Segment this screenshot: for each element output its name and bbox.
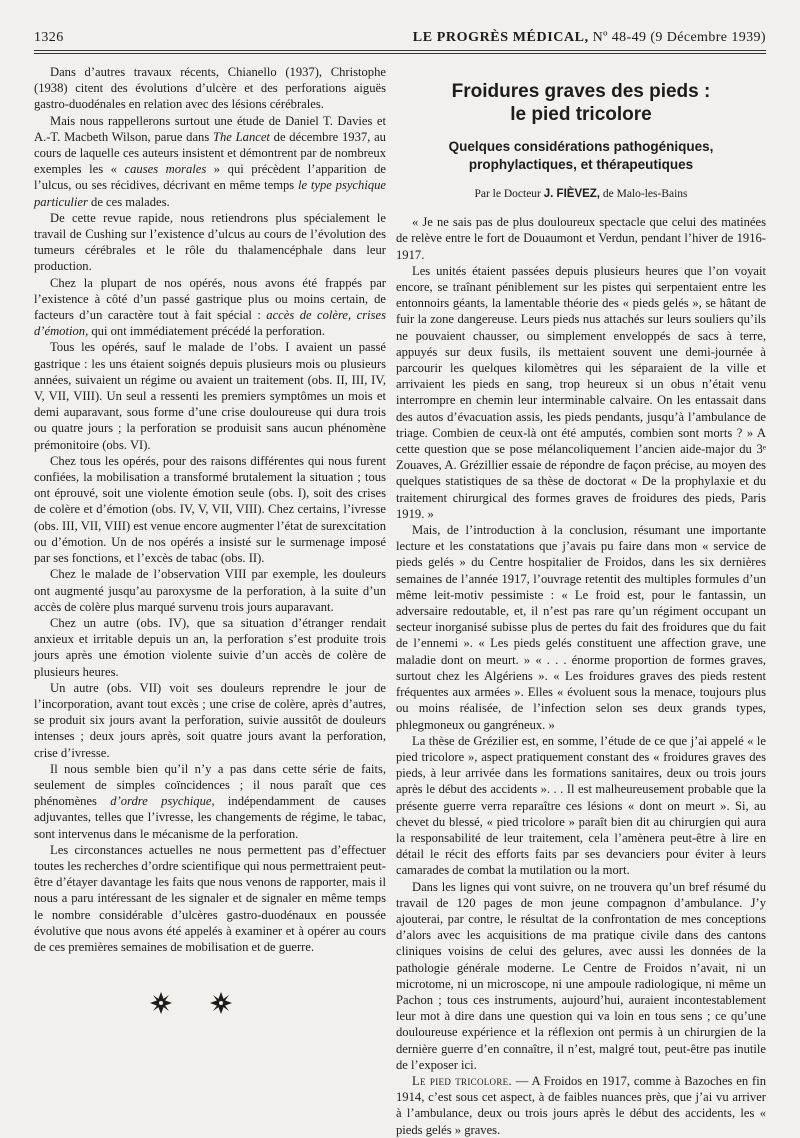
left-paragraph-6: Chez tous les opérés, pour des raisons différentes qui nous furent confiées, la mobilisation a transformé brutalement la situation ; tous ont éprouvé, soit une violente émotion seule (obs. I), soit des crises de colère et d’émotion (obs. IV, V, VII, VIII). Chez certains, l’ivresse (obs. III, VII, VIII) est venue encore augmenter l’état de surexcitation ou d’émotion. Un de nos opérés a insisté sur le surmenage imposé par ses fonctions, et l’excès de tabac (obs. II). [34, 453, 386, 566]
issue-date: (9 Décembre 1939) [650, 30, 766, 45]
header-rule-double [34, 53, 766, 54]
right-paragraph-1: « Je ne sais pas de plus douloureux spectacle que celui des matinées de relève entre le fort de Douaumont et Verdun, pendant l’hiver de 1916-1917. [396, 215, 766, 262]
right-column [396, 64, 766, 1138]
left-paragraph-3: De cette revue rapide, nous retiendrons plus spécialement le travail de Cushing sur l’existence d’ulcus au cours de l’évolution des tumeurs cérébrales et le rôle du thalamencéphale dans leur production. [34, 210, 386, 274]
acces-colere: accès de colère, crises d’émotion [34, 308, 386, 339]
ordre-psychique: d’ordre psychique [110, 794, 212, 809]
section-heading: Le pied tricolore. [412, 1073, 512, 1088]
type-psychique: le type psychique particulier [34, 178, 386, 209]
left-paragraph-2: Mais nous rappellerons surtout une étude de Daniel T. Davies et A.-T. Macbeth Wilson, parue dans The Lancet de décembre 1937, au cours de laquelle ces auteurs insistent et démontrent par de nombreux exemples les « causes morales » qui précèdent l’apparition de l’ulcus, ou ses récidives, décrivant en même temps le type psychique particulier de ces malades. [34, 113, 386, 209]
left-paragraph-11: Les circonstances actuelles ne nous permettent pas d’effectuer toutes les recherches d’ordre scientifique qui nous permettraient peut-être d’étayer davantage les faits que nous venons de rapporter, mais il nous a paru intéressant de les signaler et de signaler en même temps le nombre considérable d’ulcères gastro-duodénaux en poussée évolutive que nous avons été appelés à examiner et à opérer au cours de ces premières semaines de mobilisation et de guerre. [34, 842, 386, 954]
right-paragraph-5: Dans les lignes qui vont suivre, on ne trouvera qu’un bref résumé du travail de 120 pages de mon jeune compagnon d’ambulance. J’y ajouterai, par contre, le résultat de la confrontation de mes conceptions d’alors avec les acquisitions de ma pratique civile dans des cantons cliniques voisins de celui des gelures, avec aussi les données de la pathologie générale moderne. Le Centre de Froidos n’avait, ni un microtome, ni un microscope, ni une ampoule radiologique, ni même un Pachon ; tous ces instruments, aujourd’hui, auraient incontestablement leur mot à dire dans une question qui va loin en tous sens ; ce qu’une douloureuse expérience et la réflexion ont permis à un chirurgien de la dernière guerre d’en connaître, il n’est, malgré tout, peut-être pas inutile de l’exposer ici. [396, 879, 766, 1072]
author-name: J. FIÈVEZ, [543, 188, 601, 200]
left-paragraph-9: Un autre (obs. VII) voit ses douleurs reprendre le jour de l’incorporation, avant tout excès ; une crise de colère, après d’autres, se produit six jours avant la perforation, suivie aussitôt de douleurs intenses ; deux jours après, soit quatre jours avant la perforation, crise d’ivresse. [34, 680, 386, 760]
issue-number: Nº 48-49 [592, 30, 647, 45]
page-number: 1326 [34, 30, 64, 45]
running-header [34, 30, 766, 50]
end-ornaments [148, 990, 234, 1016]
left-paragraph-4: Chez la plupart de nos opérés, nous avons été frappés par l’existence à côté d’un passé gastrique plus ou moins certain, de facteurs d’un caractère tout à fait spécial : accès de colère, crises d’émotion, qui ont immédiatement précédé la perforation. [34, 275, 386, 339]
lancet-title: The Lancet [213, 129, 270, 144]
article-byline: Par le Docteur J. FIÈVEZ, de Malo-les-Bains [474, 188, 688, 200]
right-paragraph-2: Les unités étaient passées depuis plusieurs heures que l’on voyait encore, se traînant péniblement sur les pistes qui serpentaient entre les entonnoirs géants, la lamentable théorie des « pieds gelés », se hâtant de fuir la zone dangereuse. Leurs pieds nus attachés sur leurs souliers qu’ils ne pouvaient chausser, ou simplement enveloppés de sacs à terre, appuyés sur deux fusils, ils mettaient souvent une demi-journée à parcourir les quelques kilomètres qui les séparaient de la ville et arrivaient les pieds en sang, trop heureux si un obus n’était venu interrompre en chemin leur interminable calvaire. On les entassait dans des autos d’évacuation assis, les pieds pendants, jusqu’à l’ambulance de triage. Combien de ceux-là ont été amputés, combien sont morts ? » A cette question que se pose mélancoliquement l’ancien aide-major du 3ᵉ Zouaves, A. Grézillier essaie de répondre de façon précise, au moyen des quelques statistiques de sa thèse de doctorat « De la prophylaxie et du traitement chirurgical des formes graves de froidures des pieds, Paris 1919. » [396, 263, 766, 521]
right-paragraph-4: La thèse de Grézilier est, en somme, l’étude de ce que j’ai appelé « le pied tricolore », aspect pratiquement constant des « froidures graves des pieds, à leur arrivée dans les formations sanitaires, deux ou trois jours après le début des accidents ». . . Il est malheureusement probable que la présente guerre verra reparaître ces lésions « dont on meurt ». Si, au chevet du blessé, « pied tricolore » paraît bien dit au chirurgien qui aura la responsabilité de leur traitement, cela l’amènera peut-être à lire en détail le récit des efforts faits par ses devanciers pour éviter à leurs camarades de combat la mutilation ou la mort. [396, 733, 766, 878]
article-subtitle: Quelques considérations pathogéniques, prophylactiques, et thérapeutiques [448, 139, 714, 172]
causes-morales: causes morales [124, 162, 207, 177]
article-title: Froidures graves des pieds : le pied tricolore [451, 81, 711, 125]
left-column [34, 64, 386, 955]
left-paragraph-8: Chez un autre (obs. IV), que sa situation d’étranger rendait anxieux et irritable depuis un an, la perforation s’est produite trois jours après une émotion violente suivie d’un accès de colère de plusieurs heures. [34, 615, 386, 679]
header-title [413, 30, 766, 46]
fleuron-icon [148, 990, 174, 1016]
right-paragraph-6: Le pied tricolore. — A Froidos en 1917, comme à Bazoches en fin 1914, c’est sous cet aspect, à de faibles nuances près, que j’ai vu arriver à l’ambulance, deux ou trois jours après le début des accidents, les « pieds gelés » graves. [396, 1073, 766, 1137]
left-paragraph-7: Chez le malade de l’observation VIII par exemple, les douleurs ont augmenté jusqu’au paroxysme de la perforation, à la suite d’un accès de colère plus marqué survenu trois jours auparavant. [34, 567, 386, 614]
left-paragraph-5: Tous les opérés, sauf le malade de l’obs. I avaient un passé gastrique : les uns étaient soignés depuis plusieurs mois ou plusieurs années, suivaient un régime ou avaient un traitement (obs. II, III, IV, V, VII, VIII). Un seul a ressenti les premiers symptômes un mois et demi auparavant, sous forme d’une crise douloureuse qui dura trois ou quatre jours ; la perforation se produisit sans aucun phénomène prémonitoire (obs. VI). [34, 340, 386, 452]
journal-name: LE PROGRÈS MÉDICAL, [412, 30, 589, 45]
header-rule [34, 50, 766, 51]
left-paragraph-1: Dans d’autres travaux récents, Chianello (1937), Christophe (1938) citent des évolutions d’ulcère et des perforations aiguës gastro-duodénales en relation avec des lésions cérébrales. [34, 65, 386, 112]
right-paragraph-3: Mais, de l’introduction à la conclusion, résumant une importante lecture et les constatations que j’avais pu faire dans mon « service de pieds gelés » du Centre hospitalier de Froidos, dans les six dernières semaines de l’année 1917, l’ouvrage retentit des multiples formules d’un même leit-motiv pessimiste : « Le froid est, pour le fantassin, un adversaire redoutable, et, il n’est pas rare qu’un régiment occupant un secteur inorganisé subisse plus de pertes du fait des froidures que du fait de l’ennemi ». « Les pieds gelés constituent une affection grave, une maladie dont on meurt. » « . . . énorme proportion de formes graves, surtout chez les Algériens ». « Les froidures graves des pieds restent fréquentes aux armées ». Elles « évoluent sous la menace, toujours plus ou moins réalisée, de l’infection selon ses deux grands types, phlegmoneux ou gangréneux. » [396, 523, 766, 732]
left-paragraph-10: Il nous semble bien qu’il n’y a pas dans cette série de faits, seulement de simples coïncidences ; il nous paraît que ces phénomènes d’ordre psychique, indépendamment de causes adjuvantes, telles que l’ivresse, les changements de régime, le tabac, sont intervenus dans le mécanisme de la perforation. [34, 761, 387, 841]
fleuron-icon [208, 990, 234, 1016]
